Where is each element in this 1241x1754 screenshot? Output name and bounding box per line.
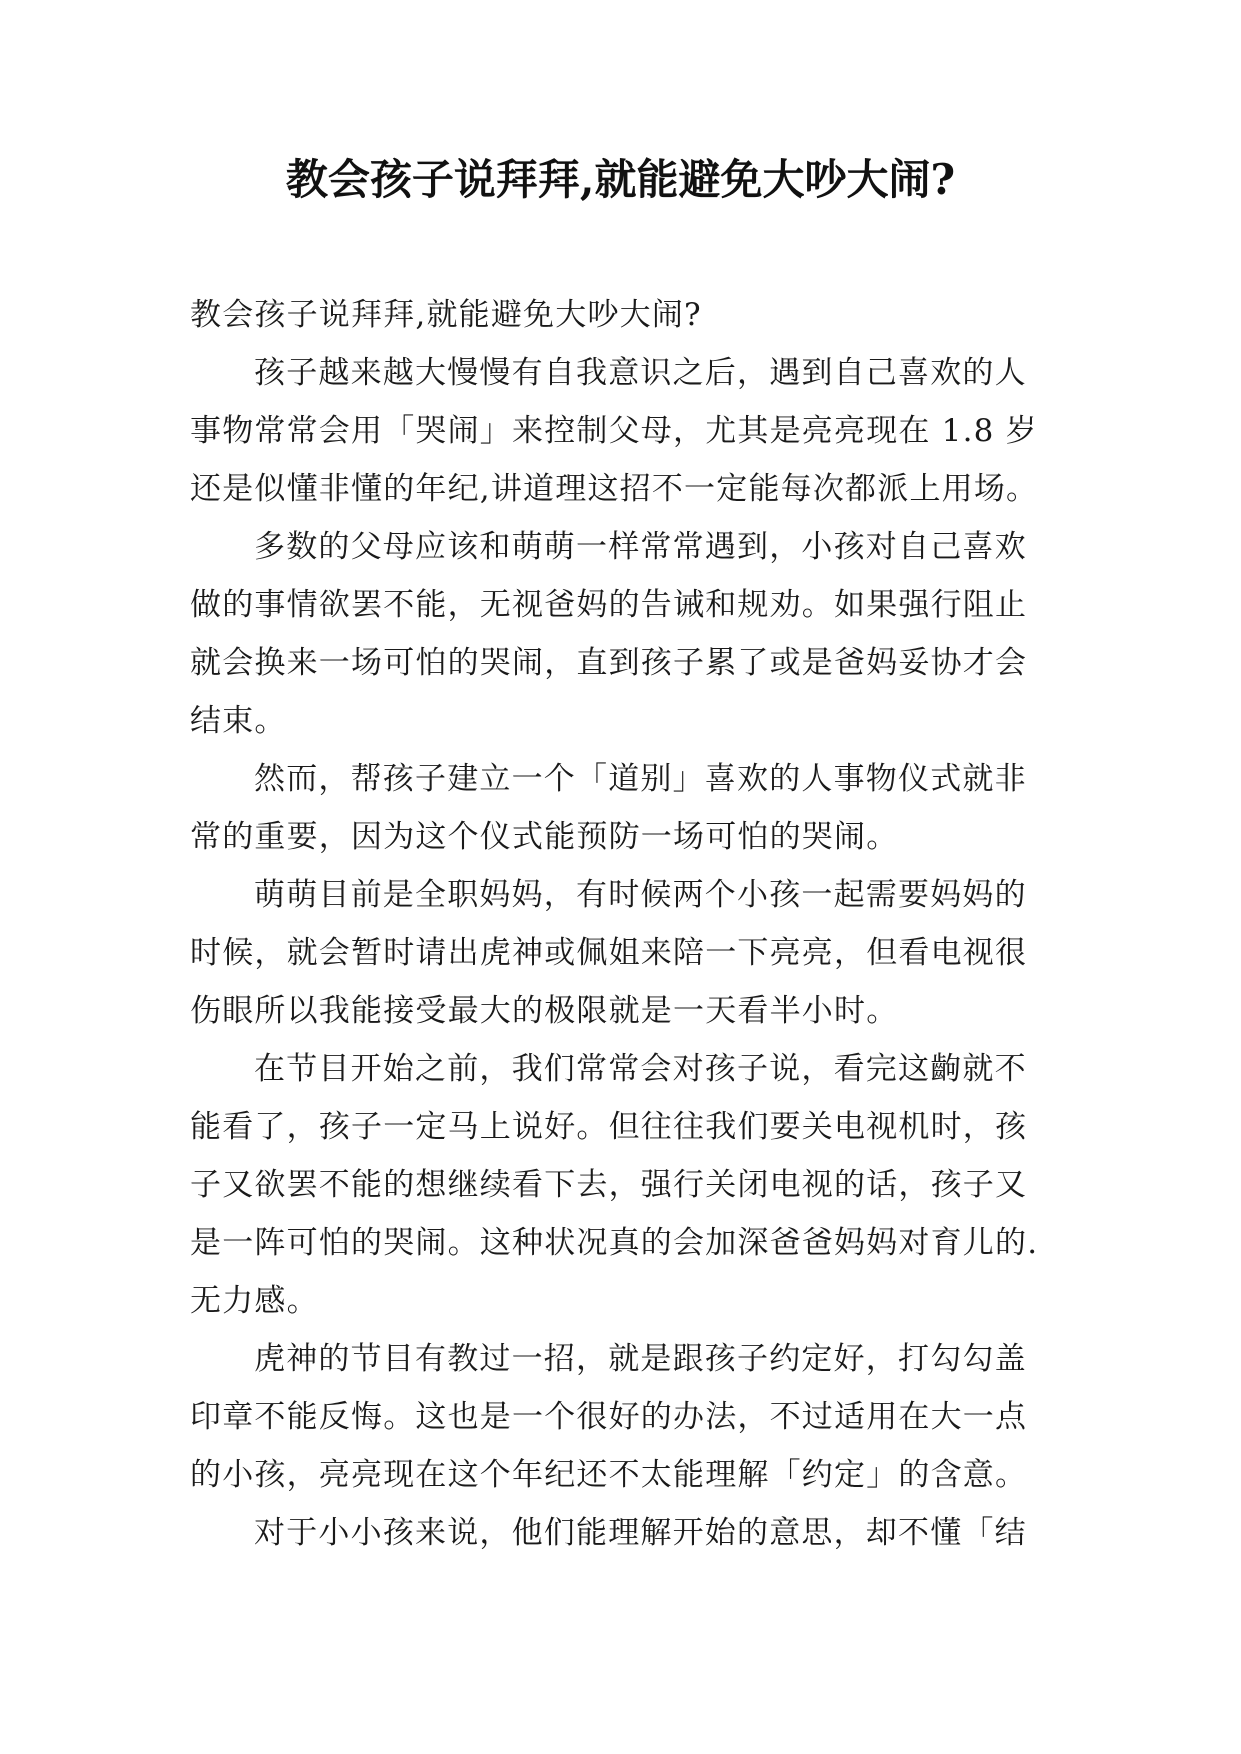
paragraph bbox=[190, 866, 1070, 1040]
document-title: 教会孩子说拜拜,就能避免大吵大闹? bbox=[285, 155, 956, 204]
text-line: 虎神的节目有教过一招，就是跟孩子约定好，打勾勾盖 bbox=[254, 1341, 1027, 1377]
text-line: 然而，帮孩子建立一个「道别」喜欢的人事物仪式就非 bbox=[254, 761, 1027, 797]
text-line: 印章不能反悔。这也是一个很好的办法，不过适用在大一点 bbox=[190, 1399, 1028, 1435]
paragraph bbox=[190, 1040, 1070, 1330]
paragraph bbox=[190, 1330, 1070, 1504]
text-line: 伤眼所以我能接受最大的极限就是一天看半小时。 bbox=[190, 993, 899, 1029]
paragraph bbox=[190, 750, 1070, 866]
document-body bbox=[190, 286, 1070, 1562]
text-line: 能看了，孩子一定马上说好。但往往我们要关电视机时，孩 bbox=[190, 1109, 1028, 1145]
paragraph bbox=[190, 286, 1070, 344]
text-line: 多数的父母应该和萌萌一样常常遇到，小孩对自己喜欢 bbox=[254, 529, 1027, 565]
text-line: 萌萌目前是全职妈妈，有时候两个小孩一起需要妈妈的 bbox=[254, 877, 1027, 913]
text-line: 的小孩，亮亮现在这个年纪还不太能理解「约定」的含意。 bbox=[190, 1457, 1028, 1493]
text-line: 子又欲罢不能的想继续看下去，强行关闭电视的话，孩子又 bbox=[190, 1167, 1028, 1203]
text-line: 对于小小孩来说，他们能理解开始的意思，却不懂「结 bbox=[254, 1515, 1027, 1551]
text-line: 是一阵可怕的哭闹。这种状况真的会加深爸爸妈妈对育儿的. bbox=[190, 1225, 1039, 1261]
paragraph bbox=[190, 344, 1070, 518]
text-line: 事物常常会用「哭闹」来控制父母，尤其是亮亮现在 1.8 岁 bbox=[190, 413, 1038, 449]
text-line: 就会换来一场可怕的哭闹，直到孩子累了或是爸妈妥协才会 bbox=[190, 645, 1028, 681]
paragraph bbox=[190, 1504, 1070, 1562]
text-line: 还是似懂非懂的年纪,讲道理这招不一定能每次都派上用场。 bbox=[190, 471, 1039, 507]
text-line: 结束。 bbox=[190, 703, 287, 739]
text-line: 在节目开始之前，我们常常会对孩子说，看完这齣就不 bbox=[254, 1051, 1027, 1087]
paragraph bbox=[190, 518, 1070, 750]
text-line: 教会孩子说拜拜,就能避免大吵大闹? bbox=[190, 297, 702, 333]
text-line: 无力感。 bbox=[190, 1283, 319, 1319]
text-line: 孩子越来越大慢慢有自我意识之后，遇到自己喜欢的人 bbox=[254, 355, 1027, 391]
text-line: 时候，就会暂时请出虎神或佩姐来陪一下亮亮，但看电视很 bbox=[190, 935, 1028, 971]
text-line: 做的事情欲罢不能，无视爸妈的告诫和规劝。如果强行阻止 bbox=[190, 587, 1028, 623]
text-line: 常的重要，因为这个仪式能预防一场可怕的哭闹。 bbox=[190, 819, 899, 855]
